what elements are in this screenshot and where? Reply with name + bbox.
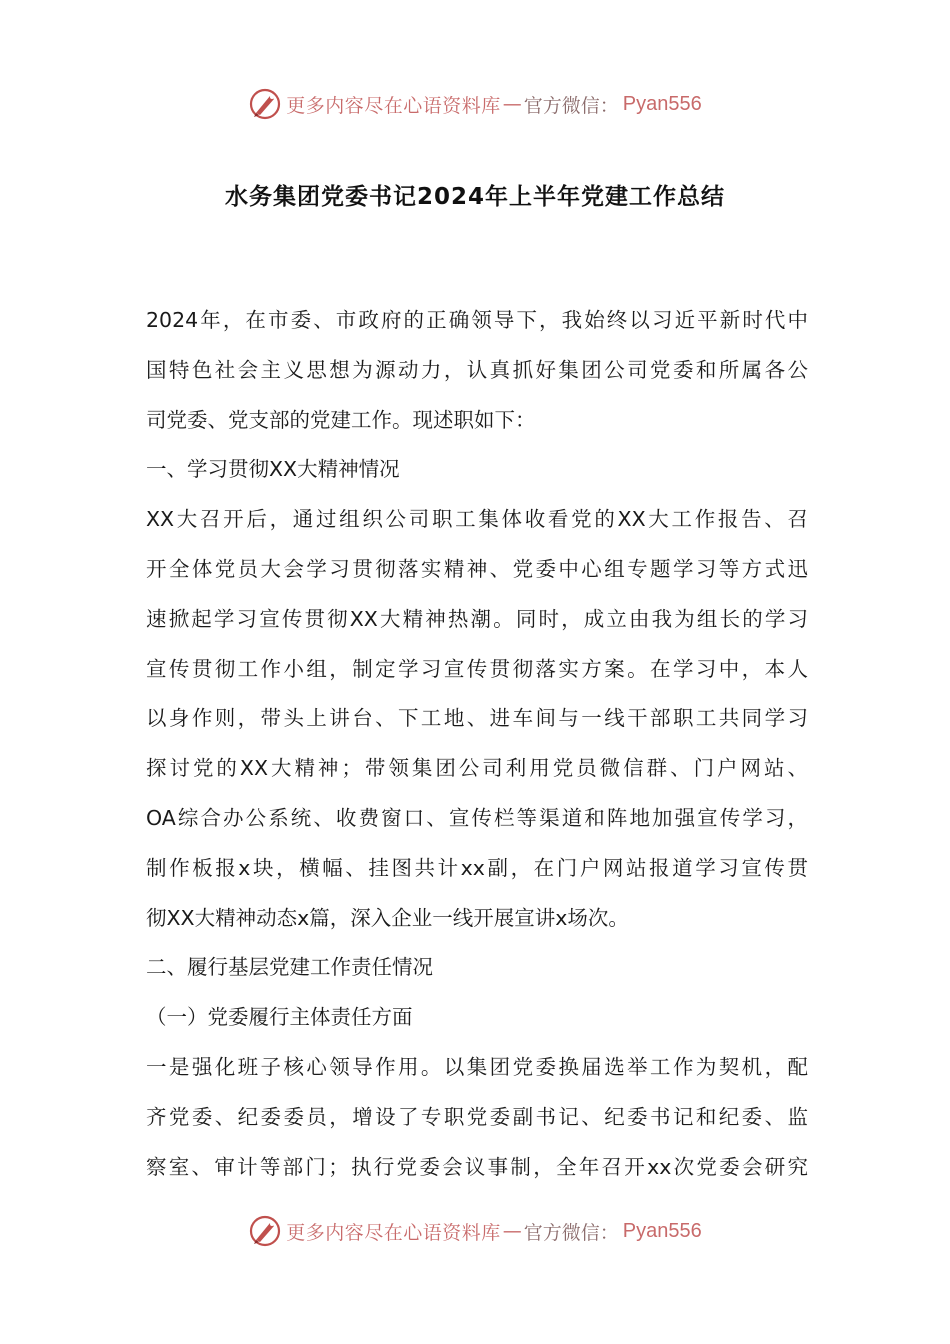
body-line: 2024年，在市委、市政府的正确领导下，我始终以习近平新时代中 bbox=[146, 308, 808, 332]
body-line: 齐党委、纪委委员，增设了专职党委副书记、纪委书记和纪委、监 bbox=[146, 1104, 808, 1129]
body-line: 探讨党的XX大精神；带领集团公司利用党员微信群、门户网站、 bbox=[146, 756, 808, 781]
pen-logo-icon bbox=[248, 87, 282, 121]
document-body bbox=[146, 296, 808, 1192]
body-line: 制作板报x块，横幅、挂图共计xx副，在门户网站报道学习宣传贯 bbox=[146, 855, 808, 880]
body-line: 开全体党员大会学习贯彻落实精神、党委中心组专题学习等方式迅 bbox=[146, 556, 808, 581]
watermark-wechat-id: Pyan556 bbox=[622, 92, 702, 115]
section-heading: 二、履行基层党建工作责任情况 bbox=[146, 955, 433, 980]
watermark-sub-text: 官方微信： bbox=[523, 1221, 619, 1244]
watermark-wechat-id: Pyan556 bbox=[622, 1219, 702, 1242]
subsection-heading: （一）党委履行主体责任方面 bbox=[146, 1005, 413, 1030]
watermark-main-text: 更多内容尽在心语资料库 bbox=[286, 1221, 501, 1244]
watermark-dash: — bbox=[502, 1220, 522, 1242]
watermark-sub-text: 官方微信： bbox=[523, 94, 619, 117]
body-line: 察室、审计等部门；执行党委会议事制，全年召开xx次党委会研究 bbox=[146, 1154, 808, 1179]
body-line: OA综合办公系统、收费窗口、宣传栏等渠道和阵地加强宣传学习， bbox=[146, 805, 808, 830]
body-line: 彻XX大精神动态x篇，深入企业一线开展宣讲x场次。 bbox=[146, 905, 629, 930]
body-line: 速掀起学习宣传贯彻XX大精神热潮。同时，成立由我为组长的学习 bbox=[146, 606, 808, 631]
body-line: 国特色社会主义思想为源动力，认真抓好集团公司党委和所属各公 bbox=[146, 357, 808, 382]
body-line: XX大召开后，通过组织公司职工集体收看党的XX大工作报告、召 bbox=[146, 507, 808, 532]
header-watermark bbox=[0, 86, 950, 122]
watermark-main-text: 更多内容尽在心语资料库 bbox=[286, 94, 501, 117]
watermark-dash: — bbox=[502, 93, 522, 115]
section-heading: 一、学习贯彻XX大精神情况 bbox=[146, 457, 400, 482]
pen-logo-icon bbox=[248, 1214, 282, 1248]
footer-watermark bbox=[0, 1213, 950, 1249]
body-line: 宣传贯彻工作小组，制定学习宣传贯彻落实方案。在学习中，本人 bbox=[146, 656, 808, 681]
body-line: 司党委、党支部的党建工作。现述职如下： bbox=[146, 407, 536, 432]
body-line: 一是强化班子核心领导作用。以集团党委换届选举工作为契机，配 bbox=[146, 1054, 808, 1079]
body-line: 以身作则，带头上讲台、下工地、进车间与一线干部职工共同学习 bbox=[146, 706, 808, 731]
document-title: 水务集团党委书记2024年上半年党建工作总结 bbox=[224, 184, 725, 210]
